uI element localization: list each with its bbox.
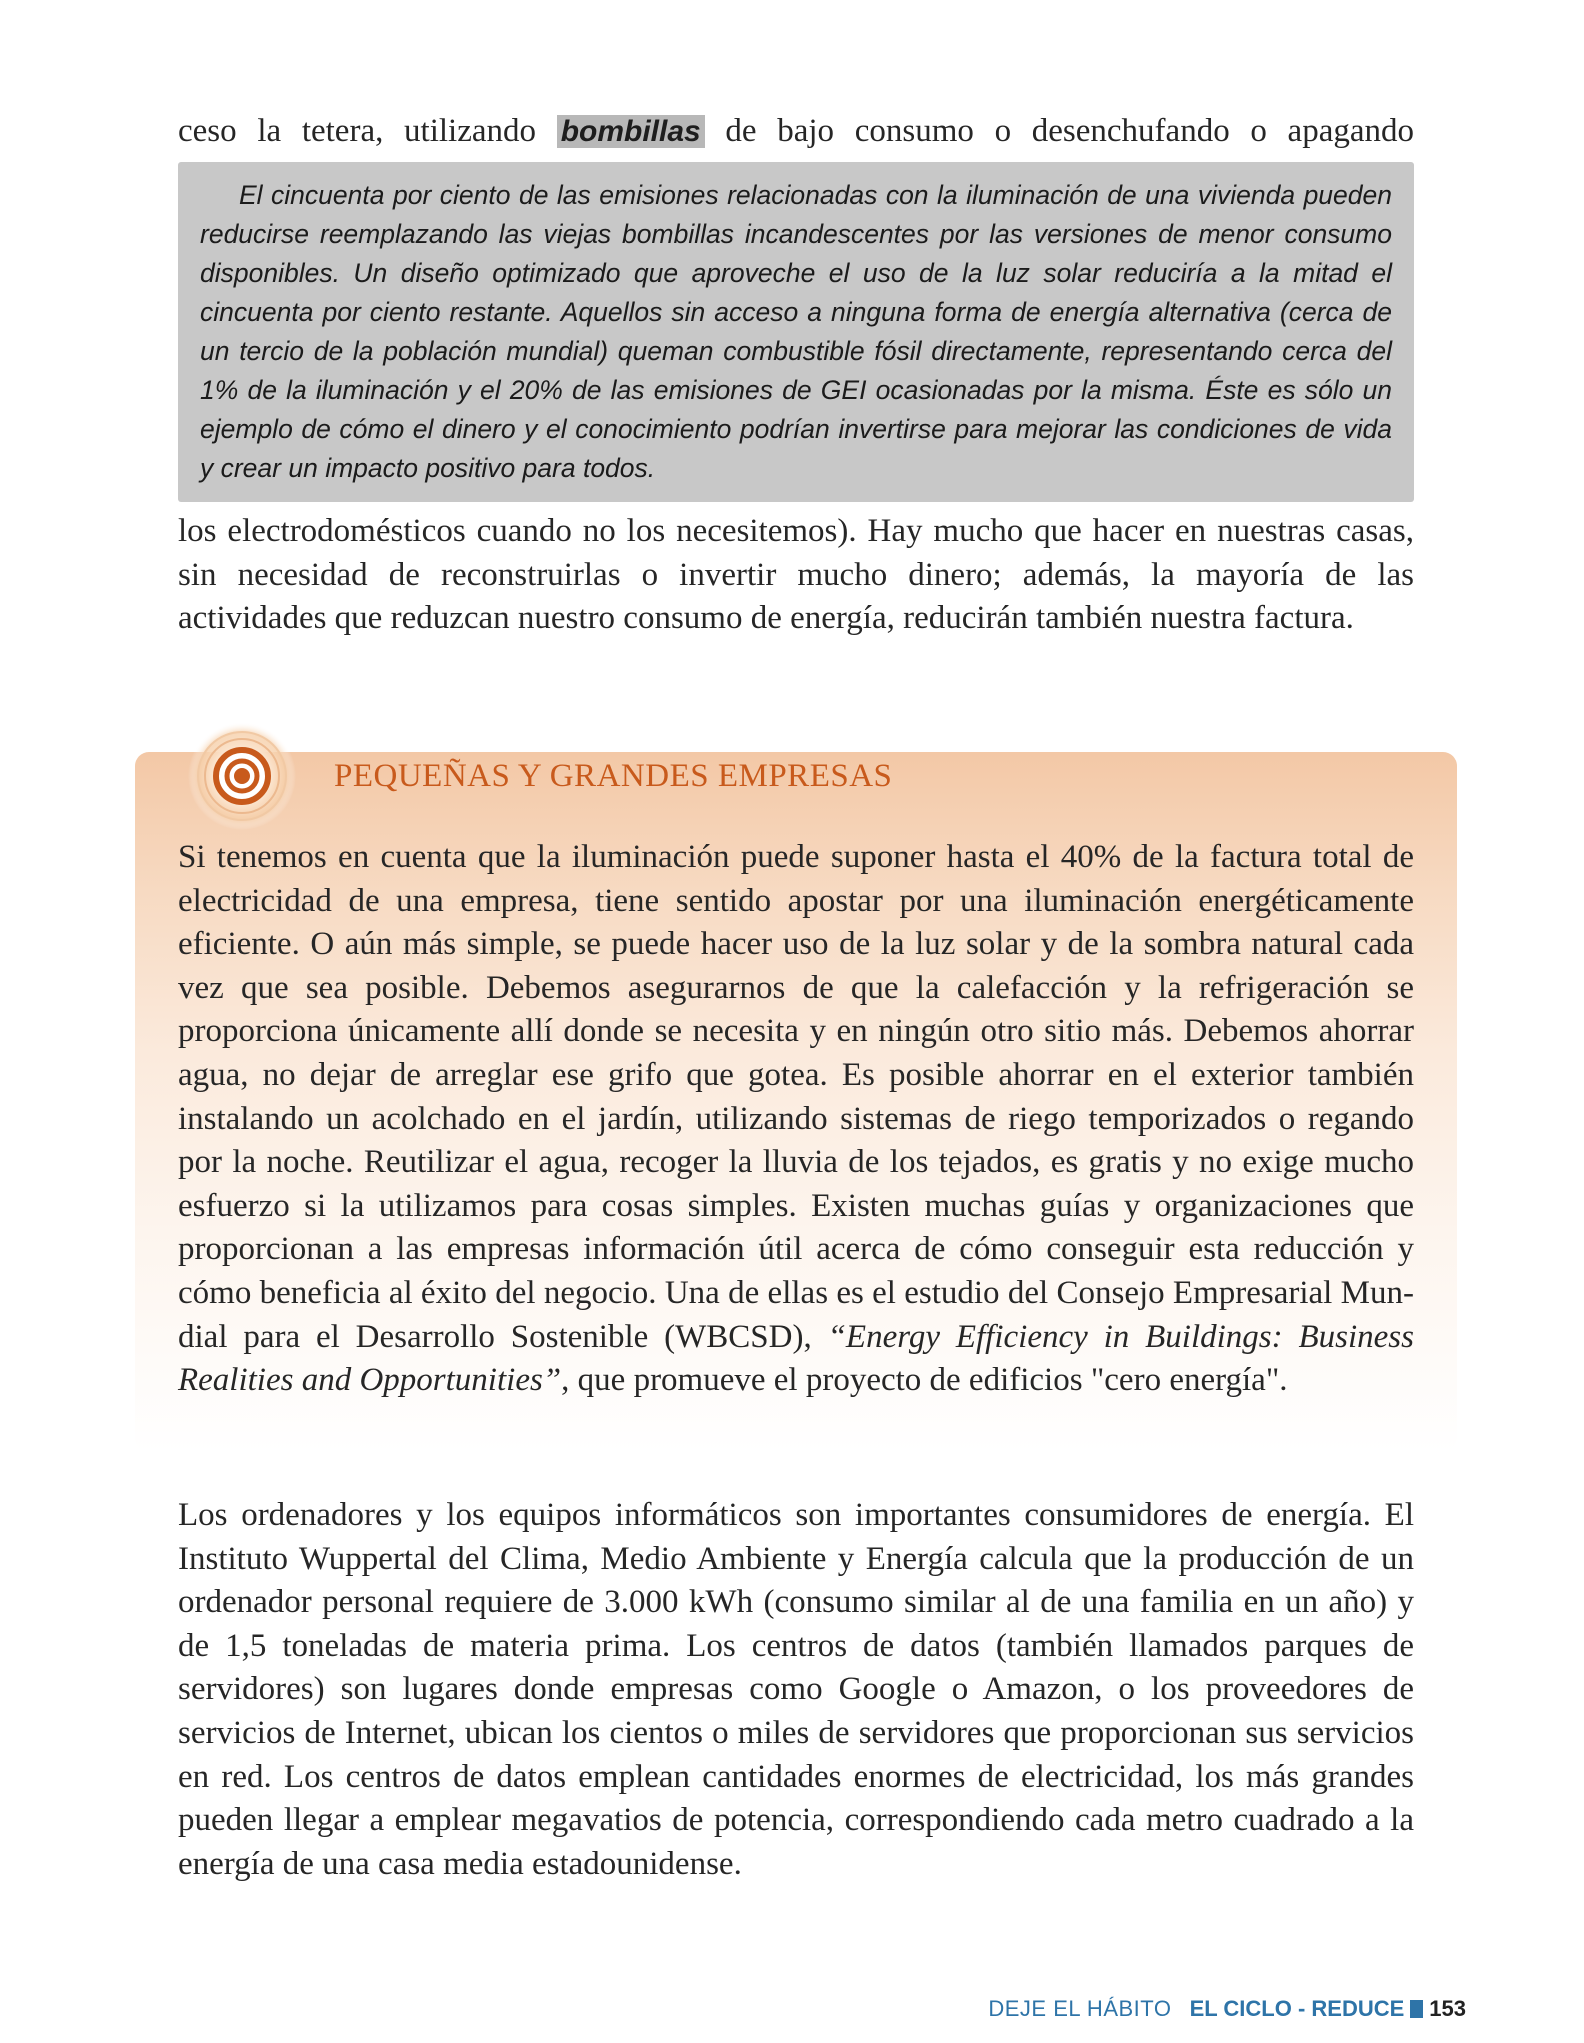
paragraph-appliances: los electrodomésticos cuando no los necesitemos). Hay mucho que hacer en nuestras casas, sin necesidad de reconstruirlas o invertir mucho dinero; además, la mayoría de las actividades que reduzcan nuestro consumo de energía, reducirán también nuestra factura. xyxy=(178,513,1414,637)
callout-text: El cincuenta por ciento de las emisiones relacionadas con la iluminación de una vivienda pueden reducirse reemplazando las viejas bombillas incandescentes por las versiones de menor consumo disponibles. Un diseño optimizado que aproveche el uso de la luz solar reduciría a la mitad el cincuenta por ciento restante. Aquellos sin acceso a ninguna forma de energía alternativa (cerca de un tercio de la población mundial) queman combustible fósil directamente, representando cerca del 1% de la iluminación y el 20% de las emisiones de GEI ocasionadas por la misma. Éste es sólo un ejemplo de cómo el dinero y el conocimiento podrían invertirse para mejorar las condiciones de vida y crear un impacto positivo para todos. xyxy=(200,180,1392,483)
footer-book-title: DEJE EL HÁBITO xyxy=(988,1996,1172,2021)
cited-study-title: “Energy Efficiency in Buildings: Business Realities and Opportunities” xyxy=(178,1318,1414,1399)
section-body-text: Si tenemos en cuenta que la iluminación puede suponer hasta el 40% de la factura total de electricidad de una empresa, tiene sentido apostar por una iluminación energéticamente eficiente. O aún más simple, se puede hacer uso de la luz solar y de la sombra natural cada vez que sea posible. Debemos asegurarnos de que la calefacción y la refrigeración se proporciona únicamente allí donde se necesita y en ningún otro sitio más. Debemos ahorrar agua, no dejar de arreglar ese grifo que gotea. Es posible ahorrar en el exterior también instalando un acolchado en el jardín, utilizando sistemas de riego temporizados o regando por la noche. Reutilizar el agua, recoger la lluvia de los tejados, es gratis y no exige mucho esfuerzo si la utilizamos para cosas simples. Existen muchas guías y organizaciones que proporcionan a las empresas información útil acerca de cómo conseguir esta reducción y cómo beneficia al éxito del negocio. Una de ellas es el estudio del Consejo Empresarial Mundial para el Desarrollo Sostenible (WBCSD), xyxy=(178,839,1414,1355)
continued-line-end: de bajo consumo o desenchufando o apagando xyxy=(704,113,1415,149)
target-rings-icon xyxy=(188,722,296,830)
paragraph-computers: Los ordenadores y los equipos informáticos son importantes consumidores de energía. El Instituto Wuppertal del Clima, Medio Ambiente y Energía calcula que la producción de un ordenador personal requiere de 3.000 kWh (consumo similar al de una familia en un año) y de 1,5 toneladas de materia prima. Los centros de datos (también llamados parques de servidores) son lugares donde empresas como Google o Amazon, o los proveedores de servicios de Internet, ubican los cientos o miles de servidores que proporcionan sus servicios en red. Los centros de datos emplean cantidades enormes de electricidad, los más grandes pueden llegar a emplear megavatios de potencia, correspondiendo cada metro cuadrado a la energía de una casa media estadounidense. xyxy=(178,1497,1414,1882)
section-body-end: , que promueve el proyecto de edificios "cero energía". xyxy=(561,1362,1288,1399)
page-footer xyxy=(988,1996,1466,2022)
footer-square-icon xyxy=(1410,2000,1423,2018)
section-title: PEQUEÑAS Y GRANDES EMPRESAS xyxy=(334,758,893,794)
continued-line xyxy=(178,110,1414,154)
highlighted-word: bombillas xyxy=(557,115,705,148)
callout-box xyxy=(178,162,1414,502)
section-body xyxy=(178,836,1414,1403)
continued-line-start: ceso la tetera, utilizando xyxy=(178,113,557,149)
footer-chapter: EL CICLO - REDUCE xyxy=(1189,1996,1405,2021)
page-number: 153 xyxy=(1429,1996,1466,2021)
